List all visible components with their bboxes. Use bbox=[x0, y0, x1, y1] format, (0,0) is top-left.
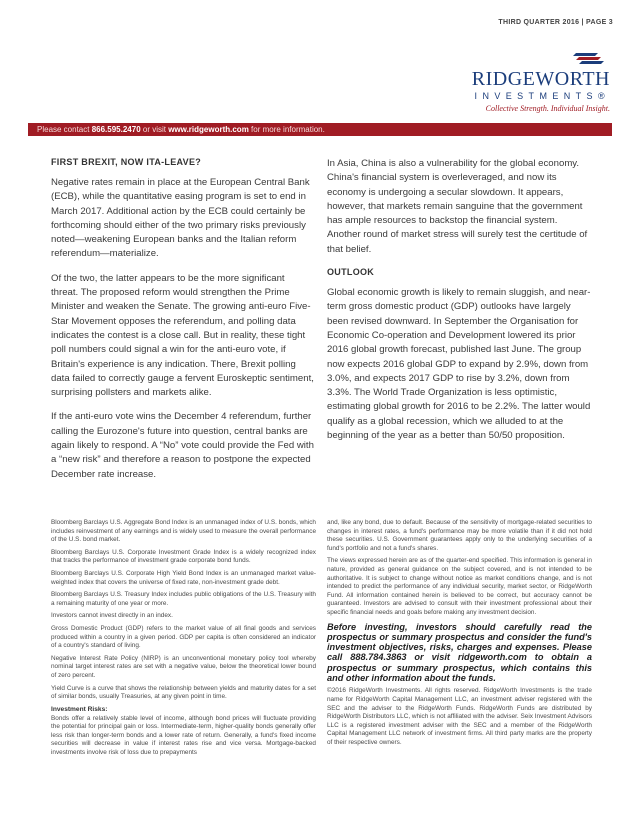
page-label: THIRD QUARTER 2016 | PAGE 3 bbox=[498, 19, 613, 26]
article-paragraph: In Asia, China is also a vulnerability for the global economy. China's financial system is overleveraged, and now its economy is undergoing a secular slowdown. It appears, however, that markets remain sanguine that the government has ample resources to backstop the financial system. Another round of market stress will surely test the certitude of that belief. bbox=[327, 158, 588, 255]
article-paragraph: If the anti-euro vote wins the December 4 referendum, further calling the Eurozone's future into question, central banks are again likely to respond. A “No” vote could provide the Fed with a “new risk” and therefore a reason to postpone the expected December rate increase. bbox=[51, 411, 314, 480]
contact-suffix: for more information. bbox=[248, 125, 325, 134]
disclosure-paragraph: Bloomberg Barclays U.S. Treasury Index includes public obligations of the U.S. Treasury with a remaining maturity of one year or more. bbox=[51, 591, 316, 607]
disclosure-paragraph: Bloomberg Barclays U.S. Corporate High Yield Bond Index is an unmanaged market value-weighted index that covers the universe of fixed rate, non-investment grade debt. bbox=[51, 569, 316, 586]
disclosure-paragraph: Yield Curve is a curve that shows the relationship between yields and maturity dates for a set of similar bonds, usually Treasuries, at any given point in time. bbox=[51, 684, 316, 701]
article-paragraph: Negative rates remain in place at the European Central Bank (ECB), while the quantitative easing program is set to end in March 2017. Additional action by the ECB could certainly be forthcoming should either of the two primary risks previously noted—weakening European banks and the Italian reform referendum—materialize. bbox=[51, 177, 310, 260]
section-heading-outlook: OUTLOOK bbox=[327, 267, 375, 278]
disclosures-left-column bbox=[51, 519, 316, 762]
chevron-flag-logo-icon bbox=[570, 53, 612, 67]
logo-subtitle: INVESTMENTS® bbox=[474, 91, 610, 101]
disclosure-paragraph: Gross Domestic Product (GDP) refers to the market value of all final goods and services produced within a country in a given period. GDP per capita is often considered an indicator of a country's standard of living. bbox=[51, 624, 316, 650]
disclosure-paragraph: and, like any bond, due to default. Because of the sensitivity of mortgage-related securities to changes in interest rates, a fund's performance may be more volatile than if it did not hold these securities. U.S. Government guarantees apply only to the underlying securities of a fund's portfolio and not a fund's shares. bbox=[327, 519, 592, 552]
investment-risks-heading: Investment Risks: bbox=[51, 705, 108, 713]
ridgeworth-logo[interactable] bbox=[452, 53, 612, 117]
logo-tagline: Collective Strength. Individual Insight. bbox=[485, 104, 610, 113]
article-paragraph: Of the two, the latter appears to be the more significant threat. The proposed reform would strengthen the Prime Minister and weaken the Senate. The growing anti-euro Five-Star Movement opposes the referendum, and polling data indicates the contest is a close call. But in reality, these tight poll numbers could signal a win for the anti-euro vote, if Britain's experience is any indication. There, Brexit polling data failed to correctly gauge a fervent Euroskeptic sentiment, surprising pollsters and markets alike. bbox=[51, 272, 314, 399]
disclosure-paragraph: Negative Interest Rate Policy (NIRP) is an unconventional monetary policy tool whereby nominal target interest rates are set with a negative value, below the theoretical lower bound of zero percent. bbox=[51, 654, 316, 679]
disclosure-paragraph: Investors cannot invest directly in an index. bbox=[51, 612, 173, 620]
disclosure-paragraph: The views expressed herein are as of the quarter-end specified. This information is general in nature, provided as general guidance on the subject covered, and is not intended to be authoritative. It is subject to change without notice as market conditions change, and is not intended to predict the performance of any individual security, market sector, or RidgeWorth Fund. All information contained herein is believed to be correct, but accuracy cannot be guaranteed. Investors are advised to consult with their investment professional about their specific financial needs and goals before making any investment decision. bbox=[327, 557, 592, 616]
contact-phone-link[interactable]: 866.595.2470 bbox=[91, 125, 141, 134]
copyright-paragraph: ©2016 RidgeWorth Investments. All rights reserved. RidgeWorth Investments is the trade name for RidgeWorth Capital Management LLC, an investment adviser registered with the SEC and the adviser to the RidgeWorth Funds. RidgeWorth Funds are distributed by RidgeWorth Distributors LLC, which is not affiliated with the adviser. Seix Investment Advisors LLC is a registered investment adviser with the SEC and a member of the RidgeWorth Capital Management LLC network of investment firms. All third party marks are the property of their respective owners. bbox=[327, 687, 592, 746]
disclosure-paragraph: Bloomberg Barclays U.S. Corporate Investment Grade Index is a widely recognized index that tracks the performance of investment grade corporate bond funds. bbox=[51, 548, 316, 565]
contact-prefix: Please contact bbox=[37, 125, 92, 134]
article-left-column bbox=[51, 157, 314, 492]
disclosure-paragraph: Bloomberg Barclays U.S. Aggregate Bond Index is an unmanaged index of U.S. bonds, which includes reinvestment of any earnings and is widely used to measure the overall performance of the U.S. bond market. bbox=[51, 519, 316, 544]
article-paragraph: Global economic growth is likely to remain sluggish, and near-term gross domestic product (GDP) outlooks have largely been revised downward. In September the Organisation for Economic Co-operation and Development lowered its prior 2016 global growth forecast, published last June. The group now expects 2016 global GDP to expand by 2.9%, down from 3.0%, and expects 2017 GDP to rise by 3.2%, down from 3.3%. The World Trade Organization is less optimistic, estimating global growth for 2016 to be 2.2%. The latter would qualify as a global recession, which we alluded to at the beginning of the year as a better than 50/50 proposition. bbox=[327, 287, 591, 442]
contact-middle: or visit bbox=[140, 125, 169, 134]
contact-bar bbox=[28, 123, 612, 136]
section-heading-brexit: FIRST BREXIT, NOW ITA-LEAVE? bbox=[51, 157, 202, 167]
contact-website-link[interactable]: www.ridgeworth.com bbox=[168, 125, 249, 134]
prospectus-warning: Before investing, investors should carefully read the prospectus or summary prospectus and consider the fund's investment objectives, risks, charges and expenses. Please call 888.784.3863 or visit ridgeworth.com to obtain a prospectus or summary prospectus, which contains this and other information about the funds. bbox=[327, 621, 592, 684]
logo-name: RIDGEWORTH bbox=[471, 68, 610, 90]
disclosures-right-column bbox=[327, 519, 592, 751]
article-right-column bbox=[327, 157, 592, 453]
disclosure-paragraph: Bonds offer a relatively stable level of income, although bond prices will fluctuate providing the potential for principal gain or loss. Intermediate-term, higher-quality bonds generally offer less risk than longer-term bonds and a lower rate of return. Generally, a fund's fixed income securities will decrease in value if interest rates rise and vice versa. Mortgage-backed investments involve risk of loss due to prepayments bbox=[51, 714, 316, 757]
